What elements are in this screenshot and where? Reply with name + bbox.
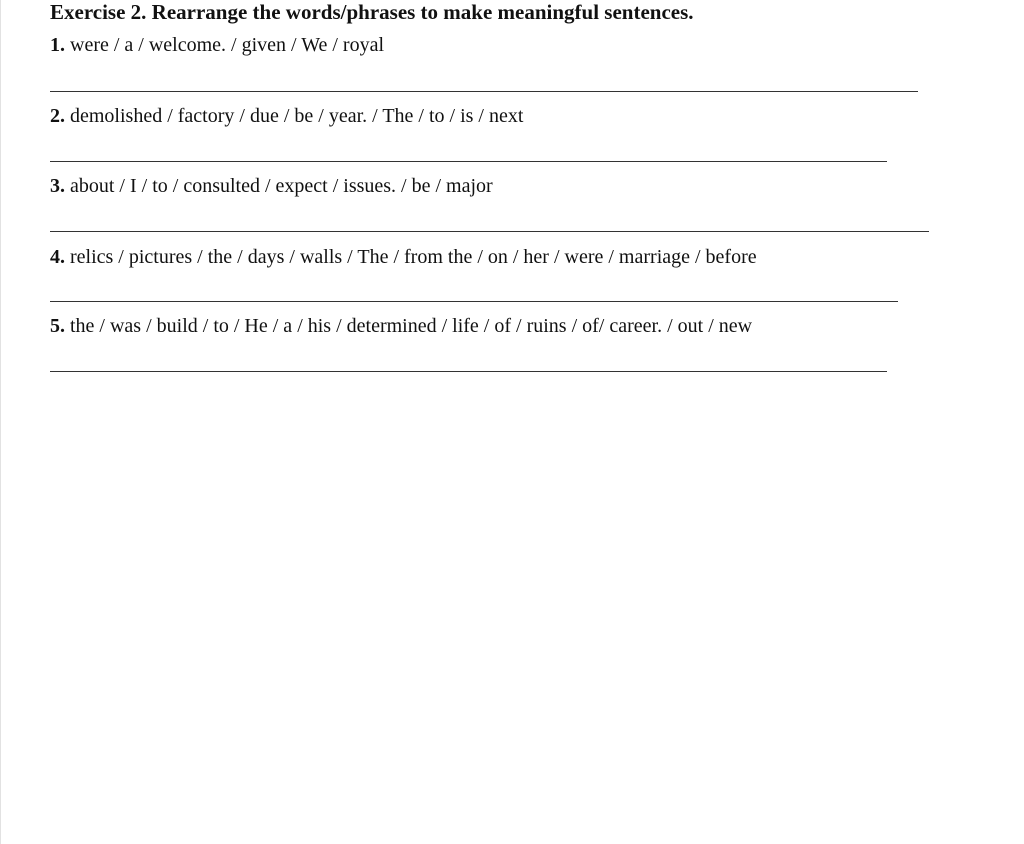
exercise-item-3 bbox=[50, 174, 493, 198]
answer-line-1[interactable] bbox=[50, 91, 918, 92]
exercise-item-5 bbox=[50, 314, 752, 338]
exercise-title: Exercise 2. Rearrange the words/phrases to make meaningful sentences. bbox=[50, 0, 694, 24]
answer-line-3[interactable] bbox=[50, 231, 929, 232]
exercise-item-1 bbox=[50, 33, 384, 57]
item-number: 5. bbox=[50, 315, 65, 337]
item-words: relics / pictures / the / days / walls / The / from the / on / her / were / marriage / before bbox=[70, 246, 757, 268]
exercise-item-4 bbox=[50, 245, 757, 269]
item-words: were / a / welcome. / given / We / royal bbox=[70, 34, 385, 56]
item-words: demolished / factory / due / be / year. / The / to / is / next bbox=[70, 105, 524, 127]
exercise-item-2 bbox=[50, 104, 523, 128]
item-number: 3. bbox=[50, 175, 65, 197]
item-number: 4. bbox=[50, 246, 65, 268]
answer-line-5[interactable] bbox=[50, 371, 887, 372]
item-words: the / was / build / to / He / a / his / determined / life / of / ruins / of/ career. / out / new bbox=[70, 315, 753, 337]
item-words: about / I / to / consulted / expect / issues. / be / major bbox=[70, 175, 493, 197]
answer-line-2[interactable] bbox=[50, 161, 887, 162]
answer-line-4[interactable] bbox=[50, 301, 898, 302]
item-number: 2. bbox=[50, 105, 65, 127]
item-number: 1. bbox=[50, 34, 65, 56]
